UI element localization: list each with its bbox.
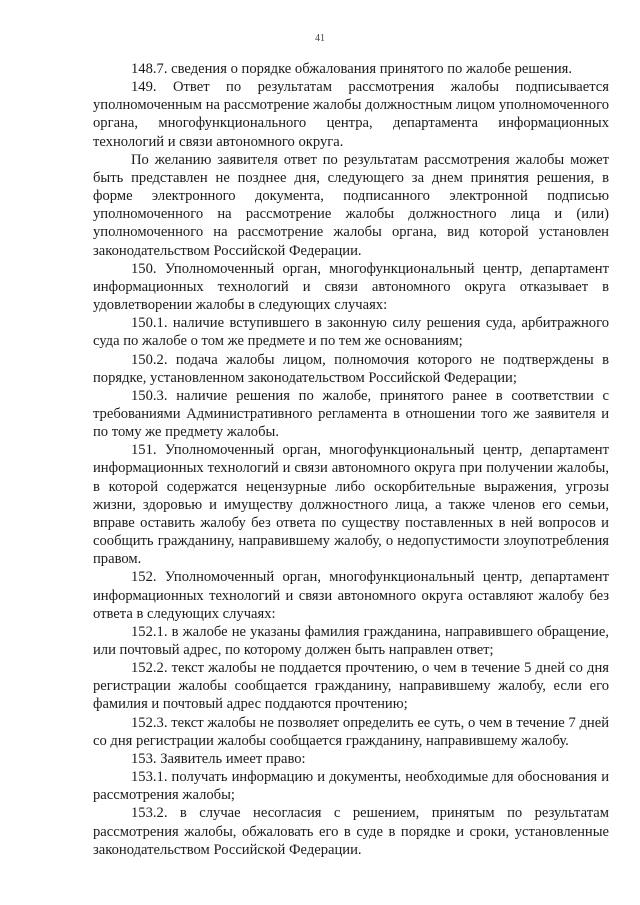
paragraph-152-1: 152.1. в жалобе не указаны фамилия гражданина, направившего обращение, или почтовый адрес, по которому должен быть направлен ответ; — [93, 623, 609, 658]
page-number: 41 — [315, 33, 325, 44]
paragraph-150-1: 150.1. наличие вступившего в законную силу решения суда, арбитражного суда по жалобе о том же предмете и по тем же основаниям; — [93, 315, 609, 350]
paragraph-149: 149. Ответ по результатам рассмотрения жалобы подписывается уполномоченным на рассмотрение жалобы должностным лицом уполномоченного органа, многофункционального центра, департамента информационных технологий и связи автономного округа. — [93, 79, 609, 150]
paragraph-150: 150. Уполномоченный орган, многофункциональный центр, департамент информационных технологий и связи автономного округа отказывает в удовлетворении жалобы в следующих случаях: — [93, 260, 609, 314]
paragraph-152-3: 152.3. текст жалобы не позволяет определить ее суть, о чем в течение 7 дней со дня регистрации жалобы сообщается гражданину, направившему жалобу. — [93, 714, 609, 749]
paragraph-148-7: 148.7. сведения о порядке обжалования принятого по жалобе решения. — [131, 61, 573, 77]
document-body — [93, 60, 609, 859]
paragraph-153-2: 153.2. в случае несогласия с решением, принятым по результатам рассмотрения жалобы, обжаловать его в суде в порядке и сроки, установленные законодательством Российской Федерации. — [93, 805, 609, 858]
paragraph-152-2: 152.2. текст жалобы не поддается прочтению, о чем в течение 5 дней со дня регистрации жалобы сообщается гражданину, направившему жалобу, если его фамилия и почтовый адрес поддаются прочтению; — [93, 660, 609, 713]
paragraph-150-3: 150.3. наличие решения по жалобе, принятого ранее в соответствии с требованиями Административного регламента в отношении того же заявителя и по тому же предмету жалобы. — [93, 387, 609, 441]
paragraph-151: 151. Уполномоченный орган, многофункциональный центр, департамент информационных технологий и связи автономного округа при получении жалобы, в которой содержатся нецензурные либо оскорбительные выражения, угрозы жизни, здоровью и имуществу должностного лица, а также членов его семьи, вправе оставить жалобу без ответа по существу поставленных в ней вопросов и сообщить гражданину, направившему жалобу, о недопустимости злоупотребления правом. — [93, 442, 609, 568]
paragraph-152: 152. Уполномоченный орган, многофункциональный центр, департамент информационных технологий и связи автономного округа оставляют жалобу без ответа в следующих случаях: — [93, 569, 609, 622]
paragraph-150-2: 150.2. подача жалобы лицом, полномочия которого не подтверждены в порядке, установленном законодательством Российской Федерации; — [93, 351, 609, 386]
paragraph-153-1: 153.1. получать информацию и документы, необходимые для обоснования и рассмотрения жалобы; — [93, 769, 609, 804]
paragraph-153: 153. Заявитель имеет право: — [131, 750, 306, 767]
paragraph-149-electronic-answer: По желанию заявителя ответ по результатам рассмотрения жалобы может быть представлен не позднее дня, следующего за днем принятия решения, в форме электронного документа, подписанного электронной подписью уполномоченного на рассмотрение жалобы должностного лица и (или) уполномоченного на рассмотрение жалобы органа, вид которой установлен законодательством Российской Федерации. — [93, 151, 609, 259]
